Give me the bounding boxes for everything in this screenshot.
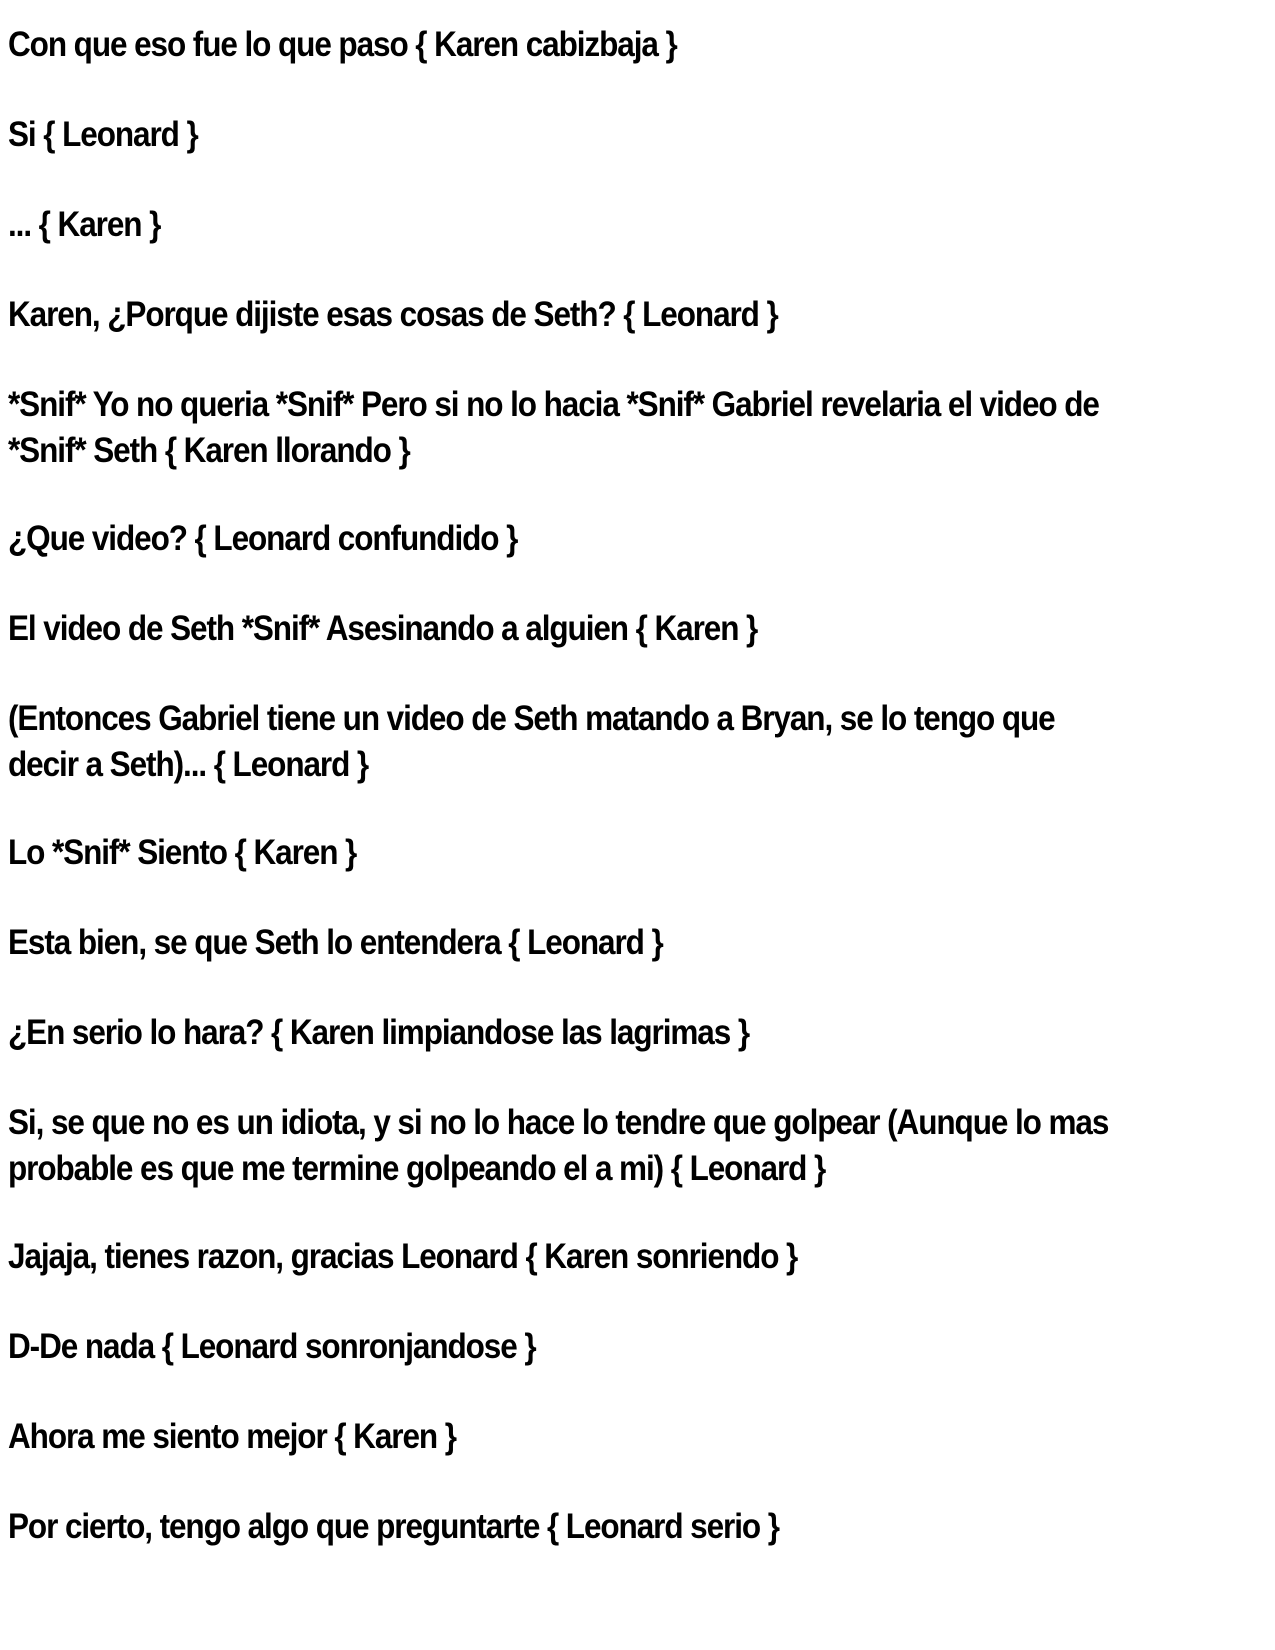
dialogue-line: (Entonces Gabriel tiene un video de Seth matando a Bryan, se lo tengo que decir a Seth)... { Leonard } — [8, 699, 1055, 784]
dialogue-line: Jajaja, tienes razon, gracias Leonard { Karen sonriendo } — [8, 1237, 798, 1276]
dialogue-line: Esta bien, se que Seth lo entendera { Leonard } — [8, 923, 663, 962]
dialogue-line: Por cierto, tengo algo que preguntarte { Leonard serio } — [8, 1507, 779, 1546]
dialogue-line: ¿En serio lo hara? { Karen limpiandose las lagrimas } — [8, 1013, 750, 1052]
dialogue-line: Con que eso fue lo que paso { Karen cabizbaja } — [8, 25, 677, 64]
dialogue-line: ¿Que video? { Leonard confundido } — [8, 519, 518, 558]
dialogue-line: El video de Seth *Snif* Asesinando a alguien { Karen } — [8, 609, 758, 648]
dialogue-line: *Snif* Yo no queria *Snif* Pero si no lo hacia *Snif* Gabriel revelaria el video de *Snif* Seth { Karen llorando } — [8, 385, 1099, 470]
dialogue-line: Karen, ¿Porque dijiste esas cosas de Seth? { Leonard } — [8, 295, 778, 334]
dialogue-line: Si, se que no es un idiota, y si no lo hace lo tendre que golpear (Aunque lo mas probable es que me termine golpeando el a mi) { Leonard } — [8, 1103, 1109, 1188]
dialogue-line: Si { Leonard } — [8, 115, 198, 154]
dialogue-line: Ahora me siento mejor { Karen } — [8, 1417, 456, 1456]
dialogue-line: ... { Karen } — [8, 205, 161, 244]
dialogue-line: D-De nada { Leonard sonronjandose } — [8, 1327, 536, 1366]
dialogue-line: Lo *Snif* Siento { Karen } — [8, 833, 357, 872]
